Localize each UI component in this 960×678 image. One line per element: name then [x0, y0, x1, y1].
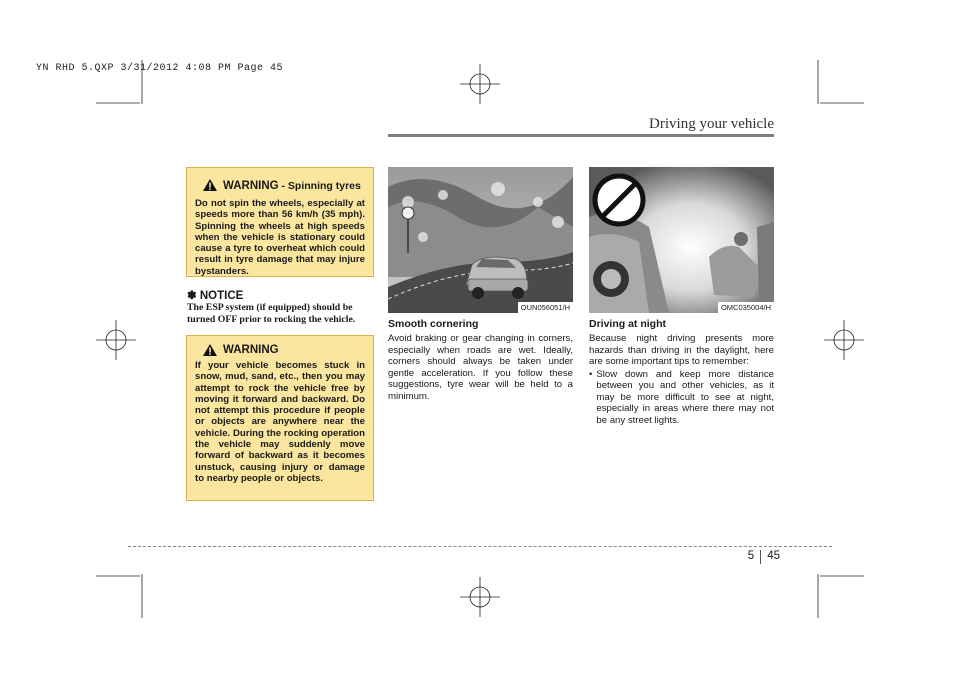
notice-symbol-icon: ✽ — [187, 290, 197, 302]
notice-title: NOTICE — [199, 290, 244, 302]
warning-triangle-icon — [203, 344, 217, 356]
bullet-dot-icon: • — [589, 368, 593, 380]
cornering-photo — [388, 167, 573, 313]
header-rule — [388, 134, 774, 137]
page-number-value: 45 — [767, 550, 780, 562]
bullet-text: Slow down and keep more distance between you and other vehicles, as it may be more difficult to see at night, especially in areas where there may not be any street lights. — [596, 368, 774, 426]
warning-text: Do not spin the wheels, especially at speeds more than 56 km/h (35 mph). Spinning the wheels at high speeds when the vehicle is stationary could cause a tyre to overheat which could result in tyre damage that may injure bystanders. — [195, 198, 365, 277]
page-number-separator — [760, 550, 761, 564]
car-on-mountain-road-illustration — [388, 167, 573, 313]
figure-caption: OMC035004/H — [718, 302, 774, 313]
night-glare-illustration — [589, 167, 774, 313]
warning-title: WARNING — [223, 180, 279, 192]
section-header-title: Driving your vehicle — [649, 116, 774, 132]
smooth-cornering-section — [388, 318, 573, 402]
section-intro: Because night driving presents more hazards than driving in the daylight, here are some important tips to remember: — [589, 333, 774, 367]
driving-at-night-section — [589, 318, 774, 426]
bullet-item — [589, 369, 774, 427]
notice-heading — [187, 288, 243, 302]
chapter-number: 5 — [747, 550, 755, 562]
warning-title: WARNING — [223, 344, 279, 356]
page-number — [748, 550, 780, 564]
night-driving-photo — [589, 167, 774, 313]
warning-spinning-tyres-box — [186, 167, 374, 277]
warning-triangle-icon — [203, 179, 217, 191]
section-body: Avoid braking or gear changing in corners, especially when roads are wet. Ideally, corners should always be taken under gentle acceleration. If you follow these suggestions, tyre wear will be held to a minimum. — [388, 333, 573, 402]
section-title: Smooth cornering — [388, 318, 479, 330]
figure-caption: OUN056051/H — [518, 302, 573, 313]
warning-subtitle: - Spinning tyres — [278, 180, 361, 192]
printer-slug: YN RHD 5.QXP 3/31/2012 4:08 PM Page 45 — [36, 63, 284, 74]
section-title: Driving at night — [589, 318, 666, 330]
warning-stuck-vehicle-box — [186, 335, 374, 501]
footer-dashed-rule — [128, 546, 832, 547]
notice-text: The ESP system (if equipped) should be turned OFF prior to rocking the vehicle. — [187, 302, 356, 325]
warning-text: If your vehicle becomes stuck in snow, mud, sand, etc., then you may attempt to rock the vehicle free by moving it forward and backward. Do not attempt this procedure if people or objects are anywhere near the vehicle. During the rocking operation the vehicle may suddenly move forward of backward as it becomes unstuck, causing injury or damage to nearby people or objects. — [195, 360, 365, 484]
